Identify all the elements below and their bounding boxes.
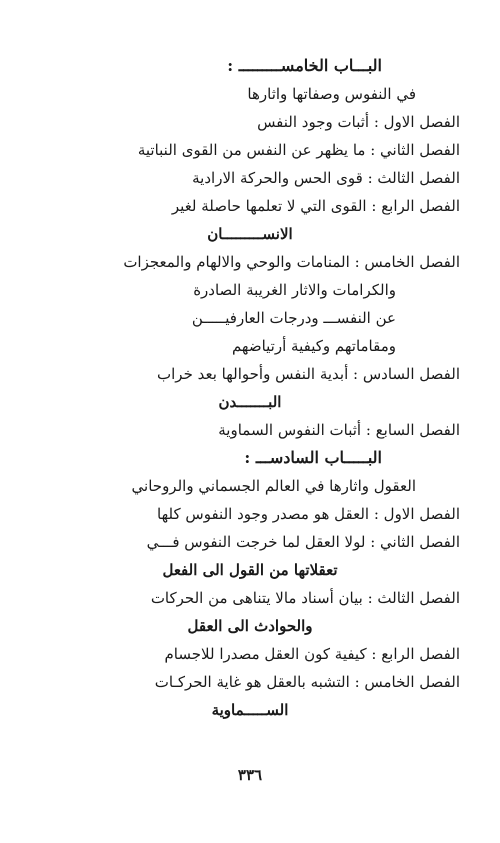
toc-line: الفصل الاول : العقل هو مصدر وجود النفوس كلها (157, 505, 460, 523)
page-number: ٣٣٦ (237, 766, 263, 784)
toc-line: تعقلاتها من القول الى الفعل (162, 561, 338, 579)
toc-line: الفصل الثالث : قوى الحس والحركة الارادية (192, 169, 460, 187)
toc-line: الانســـــــــان (207, 225, 293, 243)
toc-line: الفصل السادس : أبدية النفس وأحوالها بعد خراب (157, 365, 460, 383)
toc-line: في النفوس وصفاتها واثارها (247, 85, 416, 103)
toc-line: والكرامات والاثار الغريبة الصادرة (193, 281, 396, 299)
toc-line: العقول واثارها في العالم الجسماني والروحاني (131, 477, 416, 495)
table-of-contents (40, 52, 460, 724)
toc-line: الفصل الثاني : ما يظهر عن النفس من القوى النباتية (137, 141, 460, 159)
toc-line: الفصل الرابع : كيفية كون العقل مصدرا للاجسام (164, 645, 460, 663)
chapter-heading: البـــاب الخامســـــــــ : (227, 56, 382, 75)
toc-line: البـــــــدن (218, 393, 282, 411)
toc-line: عن النفســـ ودرجات العارفيـــــن (191, 309, 396, 327)
toc-line: الفصل السابع : أثبات النفوس السماوية (218, 421, 460, 439)
toc-line: والحوادث الى العقل (187, 617, 313, 635)
toc-line: الفصل الثالث : بيان أسناد مالا يتناهى من الحركات (150, 589, 460, 607)
toc-line: الفصل الرابع : القوى التي لا تعلمها حاصلة لغير (171, 197, 460, 215)
toc-line: الســـــماوية (211, 701, 289, 719)
toc-line: الفصل الاول : أثبات وجود النفس (257, 113, 460, 131)
toc-line: الفصل الخامس : التشبه بالعقل هو غاية الحركـات (154, 673, 460, 691)
chapter-heading: البـــــاب السادســـ : (244, 448, 382, 467)
toc-line: ومقاماتهم وكيفية أرتياضهم (231, 337, 396, 355)
toc-line: الفصل الخامس : المنامات والوحي والالهام والمعجزات (123, 253, 460, 271)
toc-line: الفصل الثاني : لولا العقل لما خرجت النفوس فـــي (146, 533, 460, 551)
